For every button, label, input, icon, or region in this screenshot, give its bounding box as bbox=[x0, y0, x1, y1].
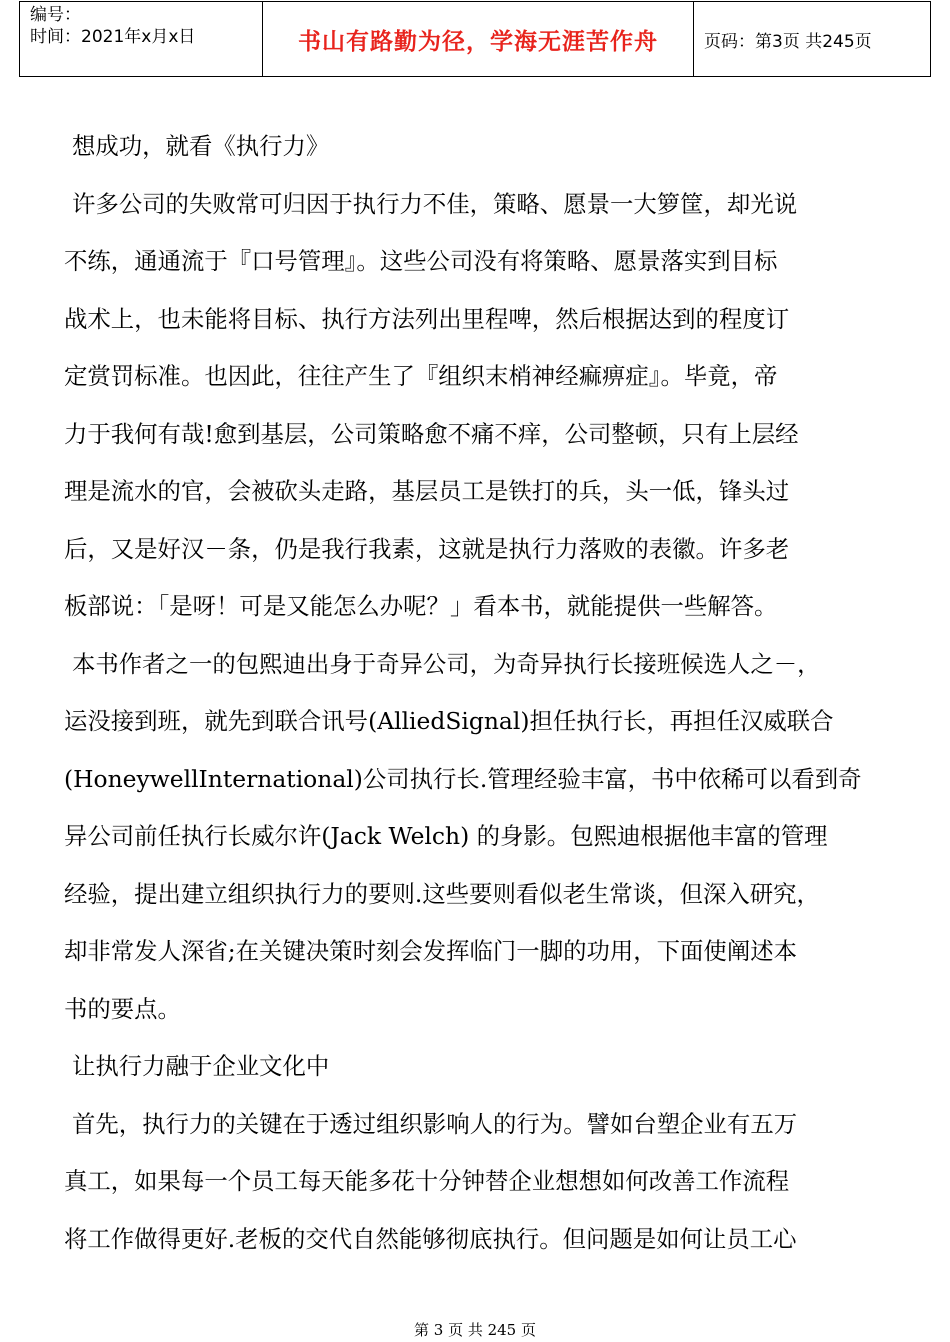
header-table bbox=[19, 1, 931, 77]
paragraph-line: 板部说：「是呀！可是又能怎么办呢？」看本书，就能提供一些解答。 bbox=[64, 592, 778, 620]
paragraph-line: 定赏罚标准。也因此，往往产生了『组织末梢神经痲痹症』。毕竟，帝 bbox=[64, 362, 778, 390]
paragraph-line: 后，又是好汉－条，仍是我行我素，这就是执行力落败的表徽。许多老 bbox=[64, 534, 790, 563]
paragraph-line: 首先，执行力的关键在于透过组织影响人的行为。譬如台塑企业有五万 bbox=[72, 1109, 798, 1138]
number-label: 编号： bbox=[30, 5, 81, 25]
footer-page-number: 第 3 页 共 245 页 bbox=[413, 1321, 536, 1339]
header-page-cell bbox=[694, 2, 931, 77]
header-meta-cell bbox=[20, 2, 263, 77]
paragraph-line: 力于我何有哉!愈到基层，公司策略愈不痛不痒，公司整顿，只有上层经 bbox=[64, 419, 799, 448]
paragraph-line: 将工作做得更好.老板的交代自然能够彻底执行。但问题是如何让员工心 bbox=[64, 1224, 797, 1253]
header-motto-cell bbox=[263, 2, 694, 77]
paragraph-line: 本书作者之一的包熙迪出身于奇异公司，为奇异执行长接班候选人之－， bbox=[72, 649, 821, 678]
paragraph-line: 异公司前任执行长威尔许(Jack Welch) 的身影。包熙迪根据他丰富的管理 bbox=[64, 822, 828, 850]
paragraph-line: 不练，通通流于『口号管理』。这些公司没有将策略、愿景落实到目标 bbox=[64, 247, 778, 275]
paragraph-line: 战术上，也未能将目标、执行方法列出里程啤，然后根据达到的程度订 bbox=[64, 304, 790, 333]
time-label: 时间：2021年x月x日 bbox=[30, 27, 196, 47]
paragraph-line: 却非常发人深省;在关键决策时刻会发挥临门一脚的功用，下面使阐述本 bbox=[64, 937, 797, 965]
paragraph-line: 书的要点。 bbox=[64, 994, 181, 1023]
heading-line: 让执行力融于企业文化中 bbox=[72, 1052, 330, 1080]
motto-text: 书山有路勤为径，学海无涯苦作舟 bbox=[298, 28, 658, 55]
paragraph-line: 许多公司的失败常可归因于执行力不佳，策略、愿景一大箩筐，却光说 bbox=[72, 189, 798, 218]
paragraph-line: 经验，提出建立组织执行力的要则.这些要则看似老生常谈，但深入研究， bbox=[64, 879, 820, 908]
page-info: 页码：第3页 共245页 bbox=[704, 31, 872, 52]
heading-line: 想成功，就看《执行力》 bbox=[72, 132, 330, 160]
page-footer bbox=[0, 1320, 950, 1340]
paragraph-line: (HoneywellInternational)公司执行长.管理经验丰富，书中依稀可以看到奇 bbox=[64, 764, 862, 793]
document-body bbox=[64, 118, 900, 1268]
paragraph-line: 理是流水的官，会被砍头走路，基层员工是铁打的兵，头一低，锋头过 bbox=[64, 477, 790, 505]
paragraph-line: 运没接到班，就先到联合讯号(AlliedSignal)担任执行长，再担任汉威联合 bbox=[64, 707, 834, 735]
paragraph-line: 真工，如果每一个员工每天能多花十分钟替企业想想如何改善工作流程 bbox=[64, 1167, 790, 1195]
